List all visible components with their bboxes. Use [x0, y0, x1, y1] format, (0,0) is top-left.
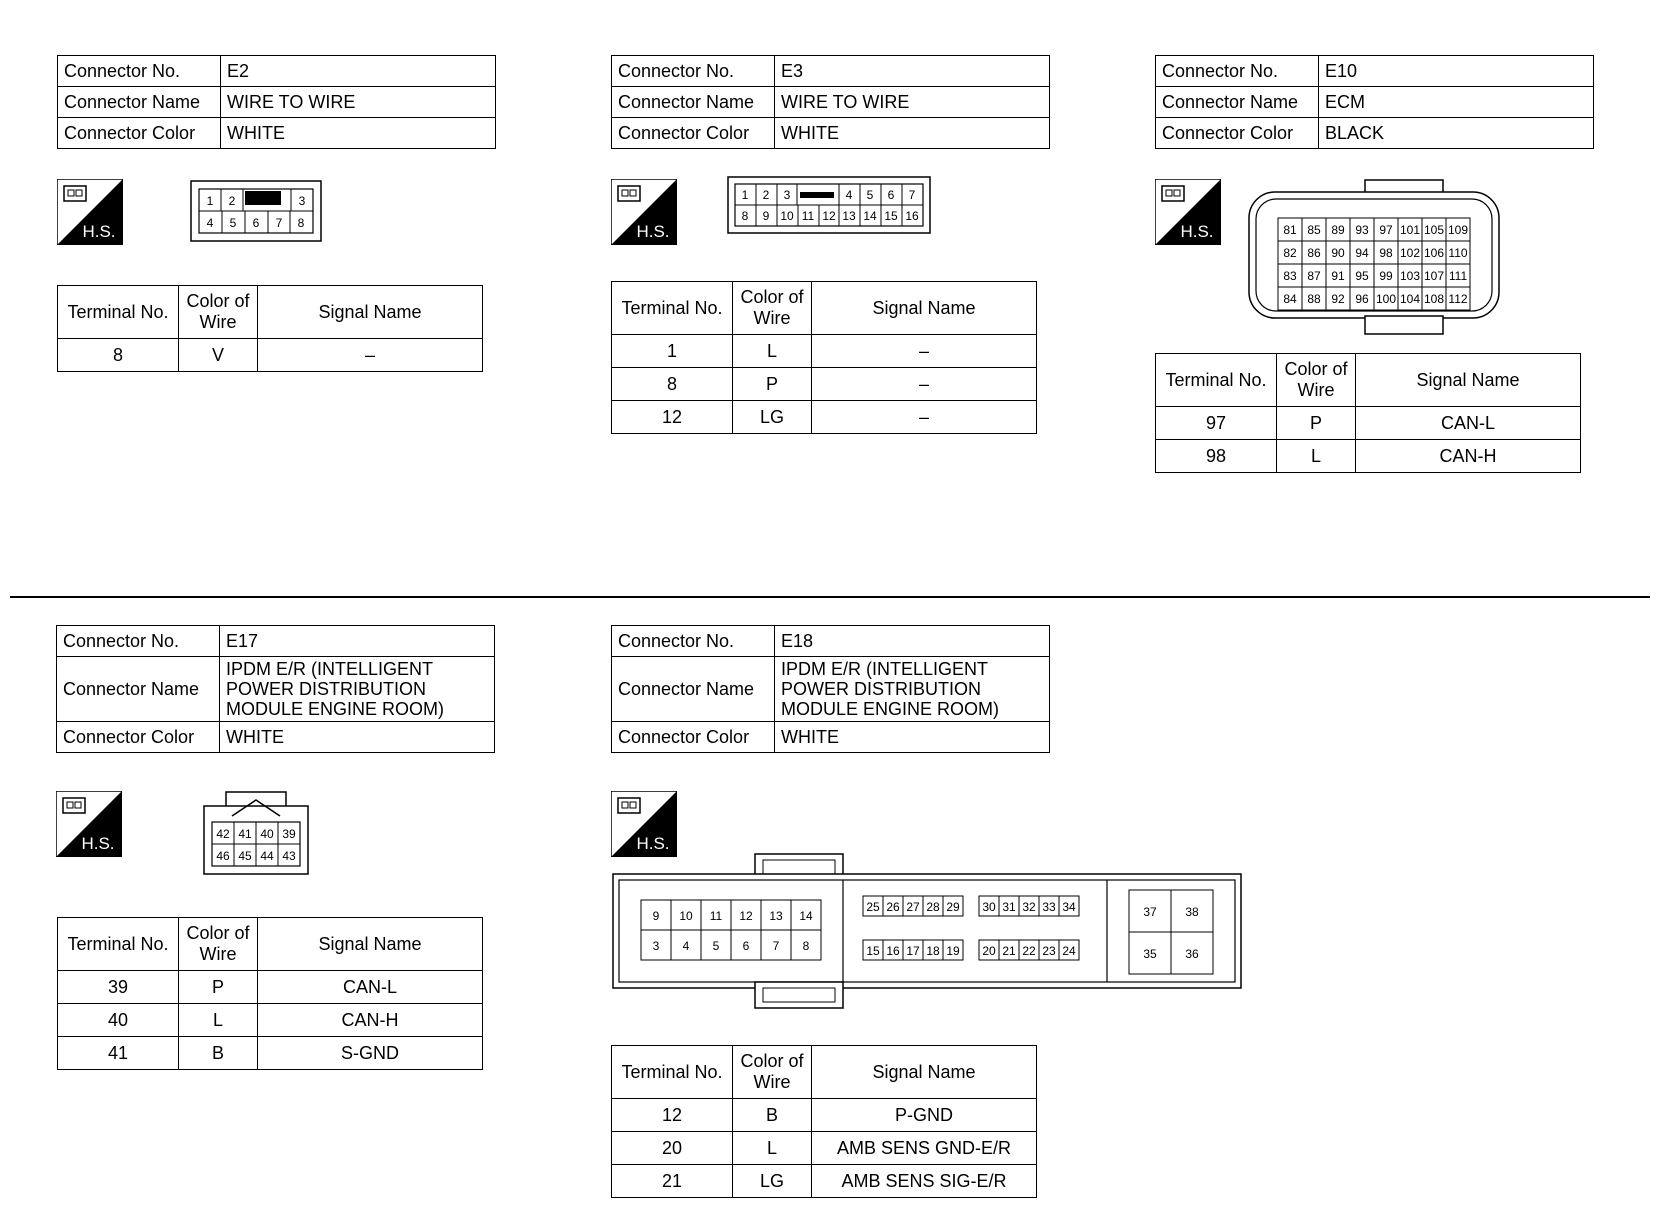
- table-row: 1 L –: [612, 335, 1037, 368]
- svg-text:45: 45: [238, 849, 252, 863]
- pin-number: 85: [1307, 223, 1321, 237]
- svg-text:16: 16: [905, 209, 919, 223]
- pin-number: 88: [1307, 292, 1321, 306]
- connector-name: IPDM E/R (INTELLIGENT POWER DISTRIBUTION MODULE ENGINE ROOM): [220, 657, 495, 722]
- connector-face-e17: [202, 790, 310, 876]
- table-row: 8 V –: [58, 339, 483, 372]
- terminal-table-e10: Terminal No. Color of Wire Signal Name 97 P CAN-L 98 L CAN-H: [1155, 353, 1581, 473]
- svg-text:44: 44: [260, 849, 274, 863]
- pin-number: 4: [682, 939, 690, 953]
- harness-side-icon: [611, 791, 677, 857]
- pin-number: 12: [739, 909, 753, 923]
- pin-number: 109: [1447, 223, 1469, 237]
- pin-number: 22: [1022, 944, 1036, 958]
- svg-text:3: 3: [783, 188, 791, 202]
- table-row: 40 L CAN-H: [58, 1004, 483, 1037]
- pin-number: 11: [709, 909, 723, 923]
- pin-number: 112: [1448, 292, 1468, 306]
- pin-number: 86: [1307, 246, 1321, 260]
- svg-text:42: 42: [216, 827, 230, 841]
- connector-color: WHITE: [775, 722, 1050, 753]
- pin-number: 19: [946, 944, 960, 958]
- pin-number: 30: [982, 900, 996, 914]
- pin-number: 20: [982, 944, 996, 958]
- pin-number: 90: [1331, 246, 1345, 260]
- connector-name: ECM: [1319, 87, 1594, 118]
- table-row: 8 P –: [612, 368, 1037, 401]
- connector-face-e2: [190, 180, 322, 242]
- table-row: 12 B P-GND: [612, 1099, 1037, 1132]
- svg-text:H.S.: H.S.: [1180, 222, 1214, 241]
- connector-number: E2: [221, 56, 496, 87]
- pin-number: 106: [1423, 246, 1445, 260]
- pin-number: 29: [946, 900, 960, 914]
- terminal-table-e18: Terminal No. Color of Wire Signal Name 12 B P-GND 20 L AMB SENS GND-E/R 21 LG AMB SENS SIG-E/R: [611, 1045, 1037, 1198]
- pin-number: 102: [1399, 246, 1421, 260]
- svg-text:8: 8: [297, 216, 305, 230]
- pin-number: 82: [1283, 246, 1297, 260]
- harness-side-icon: [57, 179, 123, 245]
- svg-text:9: 9: [762, 209, 770, 223]
- svg-text:12: 12: [822, 209, 836, 223]
- pin-number: 27: [906, 900, 920, 914]
- pin-number: 93: [1355, 223, 1369, 237]
- connector-face-e18: [611, 852, 1243, 1012]
- table-row: 21 LG AMB SENS SIG-E/R: [612, 1165, 1037, 1198]
- terminal-table-e17: Terminal No. Color of Wire Signal Name 39 P CAN-L 40 L CAN-H 41 B S-GND: [57, 917, 483, 1070]
- svg-text:H.S.: H.S.: [81, 834, 115, 853]
- connector-e10: [1155, 55, 1594, 149]
- pin-number: 7: [772, 939, 780, 953]
- connector-number: E10: [1319, 56, 1594, 87]
- connector-e2: [57, 55, 496, 149]
- pin-number: 83: [1283, 269, 1297, 283]
- svg-text:H.S.: H.S.: [636, 834, 670, 853]
- svg-text:1: 1: [741, 188, 749, 202]
- pin-number: 87: [1307, 269, 1321, 283]
- connector-info-table: Connector No. E17 Connector Name IPDM E/R (INTELLIGENT POWER DISTRIBUTION MODULE ENGINE ROOM) Connector Color WHITE: [56, 625, 495, 753]
- svg-text:8: 8: [741, 209, 749, 223]
- svg-text:14: 14: [863, 209, 877, 223]
- pin-number: 101: [1399, 223, 1421, 237]
- connector-e18: [611, 625, 1050, 753]
- pin-number: 17: [906, 944, 920, 958]
- connector-info-table: Connector No. E2 Connector Name WIRE TO WIRE Connector Color WHITE: [57, 55, 496, 149]
- svg-text:40: 40: [260, 827, 274, 841]
- connector-e17: [56, 625, 495, 753]
- table-row: 41 B S-GND: [58, 1037, 483, 1070]
- harness-side-icon: [56, 791, 122, 857]
- connector-number: E3: [775, 56, 1050, 87]
- pin-number: 15: [866, 944, 880, 958]
- table-row: 97 P CAN-L: [1156, 407, 1581, 440]
- table-row: 20 L AMB SENS GND-E/R: [612, 1132, 1037, 1165]
- connector-color: WHITE: [220, 722, 495, 753]
- pin-number: 110: [1448, 246, 1468, 260]
- pin-number: 100: [1375, 292, 1397, 306]
- connector-color: WHITE: [775, 118, 1050, 149]
- pin-number: 35: [1143, 947, 1157, 961]
- terminal-table-e2: Terminal No. Color of Wire Signal Name 8 V –: [57, 285, 483, 372]
- pin-number: 107: [1423, 269, 1445, 283]
- pin-number: 94: [1355, 246, 1369, 260]
- pin-number: 6: [742, 939, 750, 953]
- connector-number: E17: [220, 626, 495, 657]
- svg-text:H.S.: H.S.: [636, 222, 670, 241]
- harness-side-icon: [611, 179, 677, 245]
- connector-info-table: Connector No. E10 Connector Name ECM Connector Color BLACK: [1155, 55, 1594, 149]
- pin-number: 98: [1379, 246, 1393, 260]
- pin-number: 84: [1283, 292, 1297, 306]
- pin-number: 23: [1042, 944, 1056, 958]
- svg-text:1: 1: [206, 194, 214, 208]
- pin-number: 28: [926, 900, 940, 914]
- pin-number: 8: [802, 939, 810, 953]
- pin-number: 9: [652, 909, 660, 923]
- pin-number: 99: [1379, 269, 1393, 283]
- pin-number: 89: [1331, 223, 1345, 237]
- pin-number: 37: [1143, 905, 1157, 919]
- svg-text:3: 3: [298, 194, 306, 208]
- svg-text:6: 6: [252, 216, 260, 230]
- table-row: 39 P CAN-L: [58, 971, 483, 1004]
- pin-number: 14: [799, 909, 813, 923]
- pin-number: 104: [1399, 292, 1421, 306]
- connector-info-table: Connector No. E3 Connector Name WIRE TO WIRE Connector Color WHITE: [611, 55, 1050, 149]
- pin-number: 18: [926, 944, 940, 958]
- pin-number: 96: [1355, 292, 1369, 306]
- pin-number: 91: [1331, 269, 1345, 283]
- svg-text:15: 15: [884, 209, 898, 223]
- connector-face-e10: [1247, 178, 1503, 338]
- pin-number: 25: [866, 900, 880, 914]
- pin-number: 10: [679, 909, 693, 923]
- connector-name: IPDM E/R (INTELLIGENT POWER DISTRIBUTION MODULE ENGINE ROOM): [775, 657, 1050, 722]
- svg-text:4: 4: [845, 188, 853, 202]
- svg-text:5: 5: [866, 188, 874, 202]
- svg-text:2: 2: [762, 188, 770, 202]
- pin-number: 34: [1062, 900, 1076, 914]
- pin-number: 38: [1185, 905, 1199, 919]
- svg-text:5: 5: [229, 216, 237, 230]
- pin-number: 92: [1331, 292, 1345, 306]
- svg-text:10: 10: [780, 209, 794, 223]
- section-divider: [10, 596, 1650, 598]
- connector-info-table: Connector No. E18 Connector Name IPDM E/R (INTELLIGENT POWER DISTRIBUTION MODULE ENGINE ROOM) Connector Color WHITE: [611, 625, 1050, 753]
- pin-number: 33: [1042, 900, 1056, 914]
- svg-text:H.S.: H.S.: [82, 222, 116, 241]
- pin-number: 32: [1022, 900, 1036, 914]
- pin-number: 16: [886, 944, 900, 958]
- connector-name: WIRE TO WIRE: [775, 87, 1050, 118]
- pin-number: 105: [1423, 223, 1445, 237]
- pin-number: 36: [1185, 947, 1199, 961]
- pin-number: 111: [1448, 269, 1468, 283]
- connector-number: E18: [775, 626, 1050, 657]
- connector-color: WHITE: [221, 118, 496, 149]
- svg-text:7: 7: [908, 188, 916, 202]
- svg-text:41: 41: [238, 827, 252, 841]
- svg-text:7: 7: [275, 216, 283, 230]
- harness-side-icon: [1155, 179, 1221, 245]
- pin-number: 26: [886, 900, 900, 914]
- svg-text:39: 39: [282, 827, 296, 841]
- pin-number: 95: [1355, 269, 1369, 283]
- svg-text:43: 43: [282, 849, 296, 863]
- connector-color: BLACK: [1319, 118, 1594, 149]
- svg-text:46: 46: [216, 849, 230, 863]
- pin-number: 108: [1423, 292, 1445, 306]
- pin-number: 103: [1399, 269, 1421, 283]
- svg-text:6: 6: [887, 188, 895, 202]
- pin-number: 13: [769, 909, 783, 923]
- pin-number: 3: [652, 939, 660, 953]
- pin-number: 97: [1379, 223, 1393, 237]
- pin-number: 5: [712, 939, 720, 953]
- svg-text:2: 2: [228, 194, 236, 208]
- pin-number: 31: [1002, 900, 1016, 914]
- connector-name: WIRE TO WIRE: [221, 87, 496, 118]
- terminal-table-e3: Terminal No. Color of Wire Signal Name 1 L – 8 P – 12 LG –: [611, 281, 1037, 434]
- pin-number: 81: [1283, 223, 1297, 237]
- table-row: 98 L CAN-H: [1156, 440, 1581, 473]
- table-row: 12 LG –: [612, 401, 1037, 434]
- svg-text:11: 11: [801, 209, 815, 223]
- svg-text:13: 13: [842, 209, 856, 223]
- pin-number: 21: [1002, 944, 1016, 958]
- pin-number: 24: [1062, 944, 1076, 958]
- connector-face-e3: [727, 176, 931, 234]
- svg-text:4: 4: [206, 216, 214, 230]
- connector-e3: [611, 55, 1050, 149]
